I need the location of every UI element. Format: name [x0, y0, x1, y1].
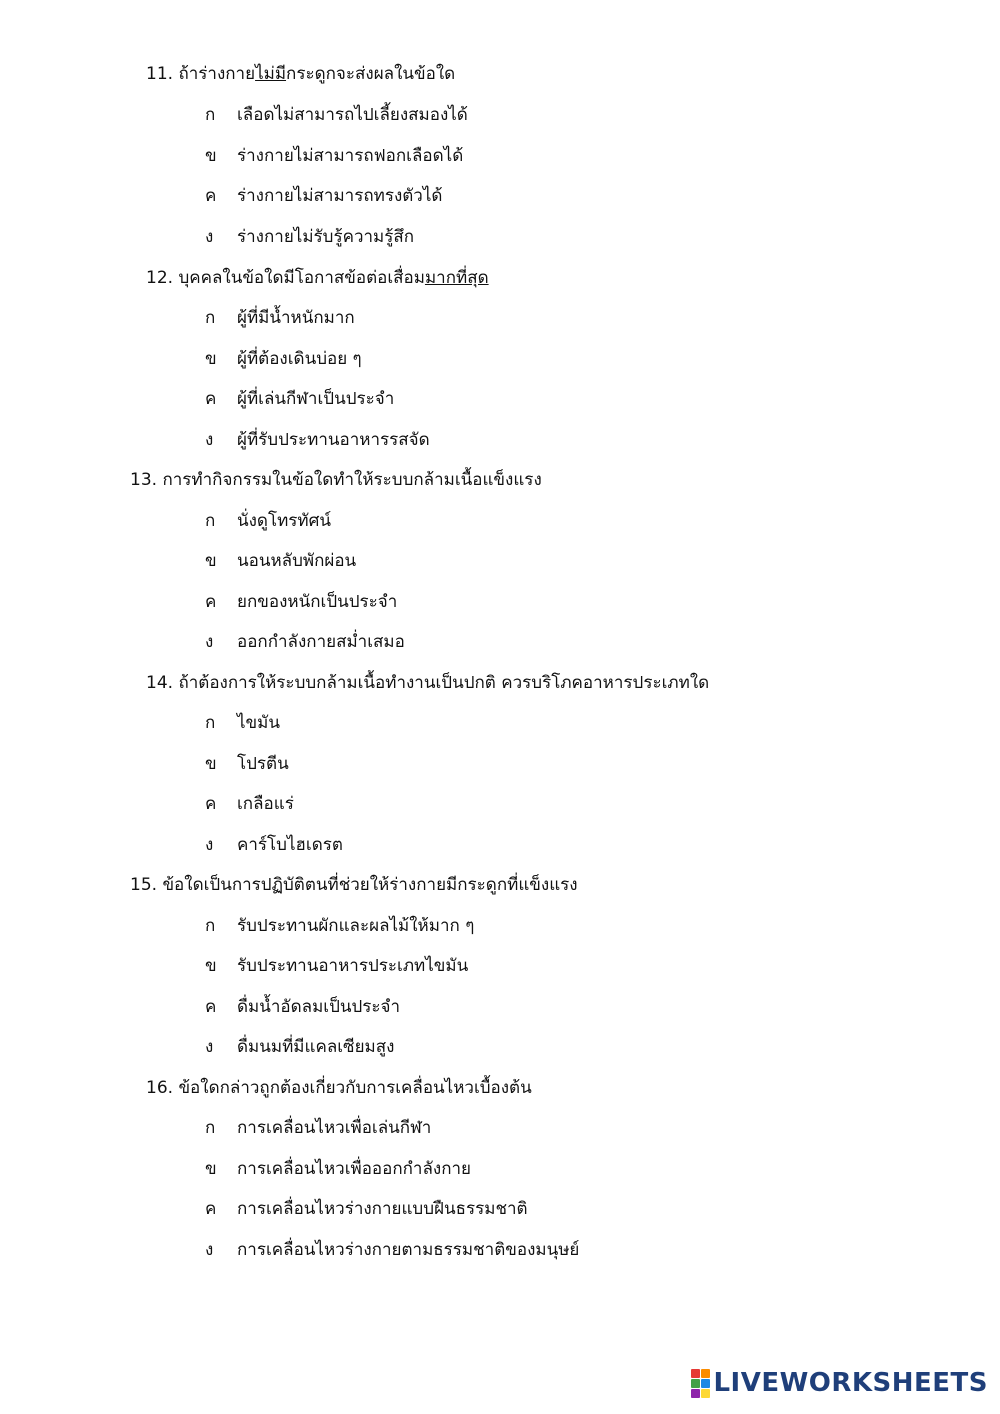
option-text: ผู้ที่เล่นกีฬาเป็นประจำ [237, 389, 395, 409]
question-text: 14. ถ้าต้องการให้ระบบกล้ามเนื้อทำงานเป็นปกติ ควรบริโภคอาหารประเภทใด [146, 673, 710, 693]
option-text: การเคลื่อนไหวเพื่อเล่นกีฬา [237, 1118, 432, 1138]
option-text: ออกกำลังกายสม่ำเสมอ [237, 632, 405, 652]
logo-mark-icon [691, 1369, 710, 1398]
question-text: 16. ข้อใดกล่าวถูกต้องเกี่ยวกับการเคลื่อนไหวเบื้องต้น [146, 1078, 532, 1098]
question-text: 13. การทำกิจกรรมในข้อใดทำให้ระบบกล้ามเนื้อแข็งแรง [130, 470, 542, 490]
option-letter: ง [205, 632, 214, 652]
option[interactable] [205, 954, 468, 978]
option-letter: ค [205, 1199, 217, 1219]
question-emphasis: มากที่สุด [424, 268, 489, 288]
option-letter: ก [205, 308, 216, 328]
option-text: นอนหลับพักผ่อน [237, 551, 357, 571]
option-letter: ง [205, 1240, 214, 1260]
option-letter: ข [205, 956, 217, 976]
option-text: เกลือแร่ [237, 794, 294, 814]
option[interactable] [205, 752, 289, 776]
logo-tile [691, 1389, 700, 1398]
question-15 [130, 873, 578, 897]
option-letter: ก [205, 511, 216, 531]
option-text: ร่างกายไม่สามารถฟอกเลือดได้ [237, 146, 464, 166]
option-text: ผู้ที่มีน้ำหนักมาก [237, 308, 355, 328]
option-letter: ก [205, 916, 216, 936]
option[interactable] [205, 630, 405, 654]
question-16 [146, 1076, 532, 1100]
option[interactable] [205, 103, 468, 127]
logo-text: LIVEWORKSHEETS [713, 1368, 988, 1398]
option[interactable] [205, 914, 474, 938]
option-text: รับประทานอาหารประเภทไขมัน [237, 956, 469, 976]
question-14 [146, 671, 709, 695]
question-emphasis: ไม่มี [255, 64, 287, 84]
option-text: การเคลื่อนไหวเพื่อออกกำลังกาย [237, 1159, 471, 1179]
option[interactable] [205, 225, 414, 249]
option-text: เลือดไม่สามารถไปเลี้ยงสมองได้ [237, 105, 468, 125]
option-letter: ค [205, 997, 217, 1017]
option[interactable] [205, 1238, 579, 1262]
option[interactable] [205, 711, 280, 735]
option[interactable] [205, 590, 397, 614]
option-letter: ก [205, 1118, 216, 1138]
logo-tile [701, 1369, 710, 1378]
option[interactable] [205, 1035, 394, 1059]
option-text: รับประทานผักและผลไม้ให้มาก ๆ [237, 916, 475, 936]
option[interactable] [205, 144, 463, 168]
option[interactable] [205, 1197, 528, 1221]
question-11 [146, 62, 455, 86]
option-text: ผู้ที่รับประทานอาหารรสจัด [237, 430, 430, 450]
option-letter: ค [205, 389, 217, 409]
option[interactable] [205, 184, 442, 208]
question-text-tail: กระดูกจะส่งผลในข้อใด [286, 64, 456, 84]
option-letter: ข [205, 349, 217, 369]
option-letter: ค [205, 794, 217, 814]
option-text: ร่างกายไม่สามารถทรงตัวได้ [237, 186, 443, 206]
option[interactable] [205, 833, 343, 857]
question-13 [130, 468, 542, 492]
option[interactable] [205, 428, 430, 452]
option-letter: ง [205, 430, 214, 450]
option-text: โปรตีน [237, 754, 289, 774]
option-letter: ง [205, 1037, 214, 1057]
option-text: ดื่มน้ำอัดลมเป็นประจำ [237, 997, 401, 1017]
option[interactable] [205, 549, 356, 573]
question-text: 12. บุคคลในข้อใดมีโอกาสข้อต่อเสื่อม [146, 268, 425, 288]
option-letter: ข [205, 1159, 217, 1179]
option-text: ดื่มนมที่มีแคลเซียมสูง [237, 1037, 395, 1057]
option-letter: ค [205, 592, 217, 612]
option-letter: ข [205, 754, 217, 774]
option-text: ผู้ที่ต้องเดินบ่อย ๆ [237, 349, 362, 369]
option-letter: ก [205, 713, 216, 733]
option[interactable] [205, 995, 400, 1019]
logo-tile [701, 1379, 710, 1388]
logo-tile [701, 1389, 710, 1398]
option[interactable] [205, 792, 294, 816]
option[interactable] [205, 1116, 431, 1140]
option-text: การเคลื่อนไหวร่างกายตามธรรมชาติของมนุษย์ [237, 1240, 580, 1260]
option-text: คาร์โบไฮเดรต [237, 835, 343, 855]
option[interactable] [205, 509, 331, 533]
question-text: 15. ข้อใดเป็นการปฏิบัติตนที่ช่วยให้ร่างกายมีกระดูกที่แข็งแรง [130, 875, 578, 895]
option-text: ร่างกายไม่รับรู้ความรู้สึก [237, 227, 415, 247]
option[interactable] [205, 347, 362, 371]
logo-tile [691, 1369, 700, 1378]
option-text: นั่งดูโทรทัศน์ [237, 511, 332, 531]
option[interactable] [205, 306, 355, 330]
question-12 [146, 266, 489, 290]
option-letter: ค [205, 186, 217, 206]
option-letter: ก [205, 105, 216, 125]
option-text: การเคลื่อนไหวร่างกายแบบฝืนธรรมชาติ [237, 1199, 528, 1219]
question-text: 11. ถ้าร่างกาย [146, 64, 256, 84]
logo-tile [691, 1379, 700, 1388]
option-letter: ข [205, 551, 217, 571]
option-letter: ข [205, 146, 217, 166]
option-letter: ง [205, 227, 214, 247]
option-text: ยกของหนักเป็นประจำ [237, 592, 398, 612]
option[interactable] [205, 387, 394, 411]
option[interactable] [205, 1157, 471, 1181]
option-text: ไขมัน [237, 713, 280, 733]
option-letter: ง [205, 835, 214, 855]
liveworksheets-logo [691, 1368, 988, 1398]
